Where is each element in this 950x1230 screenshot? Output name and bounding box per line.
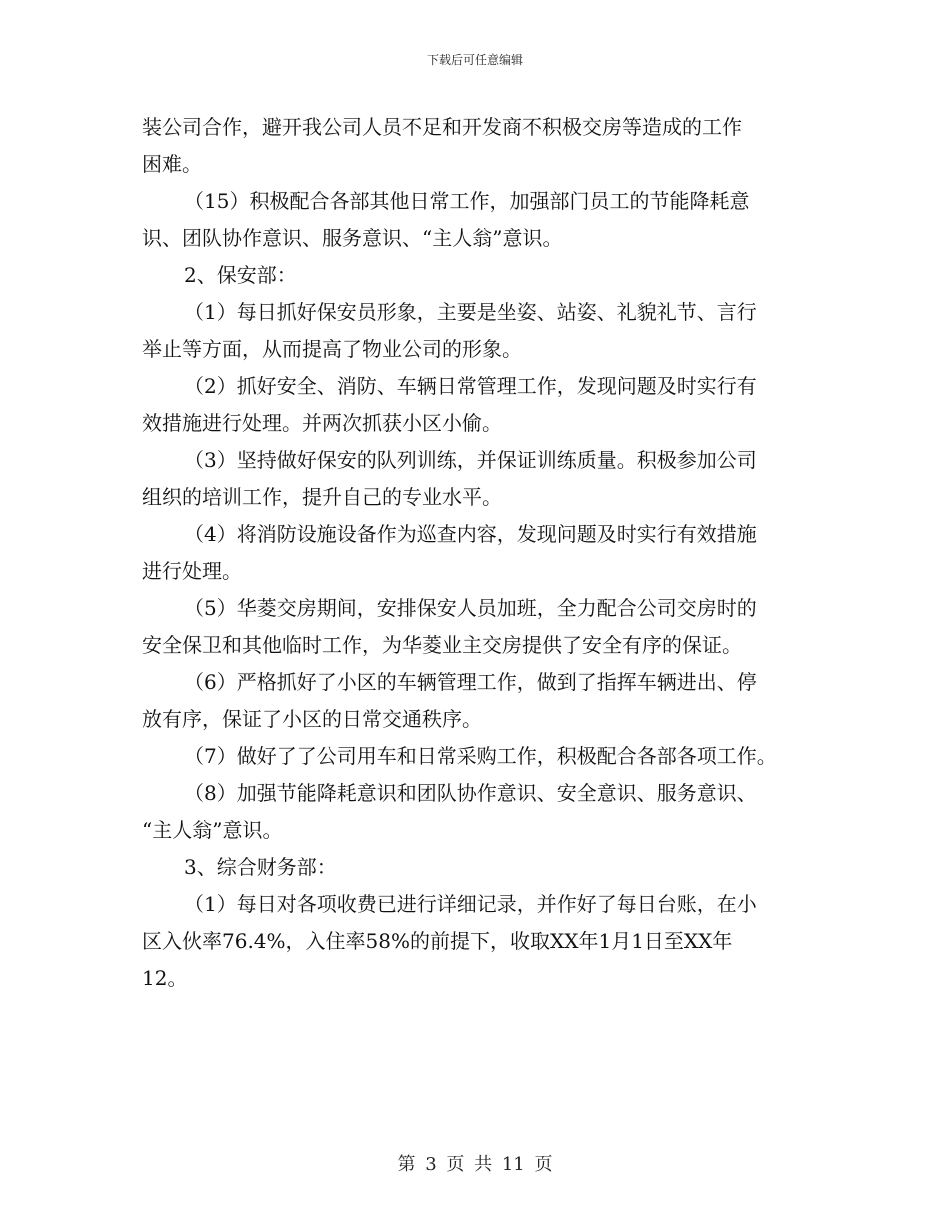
body-line: （5）华菱交房期间，安排保安人员加班，全力配合公司交房时的 (184, 596, 757, 620)
body-line: （15）积极配合各部其他日常工作，加强部门员工的节能降耗意 (184, 189, 750, 213)
body-line: 效措施进行处理。并两次抓获小区小偷。 (142, 411, 502, 435)
body-line: （4）将消防设施设备作为巡查内容，发现问题及时实行有效措施 (184, 522, 757, 546)
body-line: （7）做好了了公司用车和日常采购工作，积极配合各部各项工作。 (184, 744, 777, 768)
body-line: 困难。 (142, 152, 202, 176)
section-heading: 2、保安部： (184, 263, 297, 287)
body-line: （6）严格抓好了小区的车辆管理工作，做到了指挥车辆进出、停 (184, 670, 757, 694)
body-line: 放有序，保证了小区的日常交通秩序。 (142, 707, 482, 731)
body-line: （3）坚持做好保安的队列训练，并保证训练质量。积极参加公司 (184, 448, 757, 472)
body-line: （1）每日对各项收费已进行详细记录，并作好了每日台账，在小 (184, 892, 757, 916)
body-line: “主人翁”意识。 (142, 818, 283, 842)
section-heading: 3、综合财务部： (184, 855, 337, 879)
body-line: 举止等方面，从而提高了物业公司的形象。 (142, 337, 522, 361)
body-line: 识、团队协作意识、服务意识、“主人翁”意识。 (142, 226, 563, 250)
body-line: （2）抓好安全、消防、车辆日常管理工作，发现问题及时实行有 (184, 374, 757, 398)
page-number-footer: 第 3 页 共 11 页 (397, 1154, 553, 1175)
body-line: 组织的培训工作，提升自己的专业水平。 (142, 485, 502, 509)
body-line: 装公司合作，避开我公司人员不足和开发商不积极交房等造成的工作 (142, 115, 742, 139)
body-line: （1）每日抓好保安员形象，主要是坐姿、站姿、礼貌礼节、言行 (184, 300, 757, 324)
body-line: 进行处理。 (142, 559, 242, 583)
document-body (142, 109, 832, 997)
body-line: 12。 (142, 966, 188, 990)
body-line: （8）加强节能降耗意识和团队协作意识、安全意识、服务意识、 (184, 781, 757, 805)
page-header: 下载后可任意编辑 (426, 53, 523, 67)
body-line: 安全保卫和其他临时工作，为华菱业主交房提供了安全有序的保证。 (142, 633, 742, 657)
body-line: 区入伙率76.4%，入住率58%的前提下，收取XX年1月1日至XX年 (142, 929, 733, 953)
